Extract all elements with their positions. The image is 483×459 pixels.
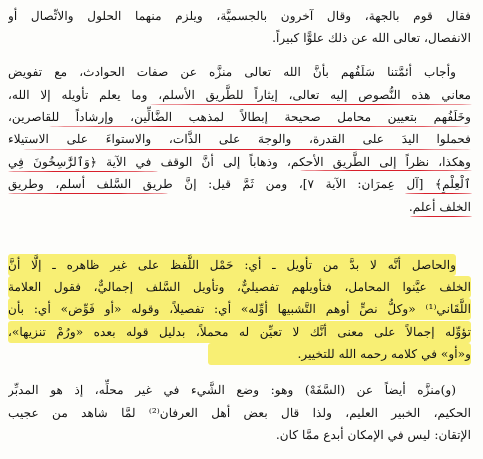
text-line-12: الإتقان: ليس في الإمكان أبدع ممَّا كان. — [275, 428, 471, 442]
red-underline-4 — [300, 170, 472, 171]
red-underline-7 — [405, 193, 472, 194]
highlighted-line-5: و«أو» في كلامه رحمه الله للتخيير. — [208, 343, 471, 365]
red-underline-8 — [410, 216, 472, 217]
highlighted-line-2: الخلف عيَّنوا المحامل، فتأويلهم تفصيليٌّ، وتأويل السَّلف إجماليٌّ، فقول العلامة — [8, 276, 471, 298]
text-line-5: وخَلَفُهم بتعيين محامل صحيحة إبطالاً لمذهب الضَّالِّين، وإرشاداً للقاصرين، — [8, 110, 471, 124]
red-underline-5 — [8, 171, 158, 172]
red-underline-3 — [22, 149, 472, 150]
red-underline-1 — [150, 104, 472, 105]
text-line-7: وهكذا، نظراً إلى الطَّريق الأحكم، وذهاباً إلى أنَّ الوقف في الآية ﴿وَٱلرَّٰسِخُونَ فِي — [8, 155, 471, 169]
text-line-10: (و)منزَّه أيضاً عن (السَّفَهْ) وهو: وضع الشَّيء في غير محلِّه، إذ هو المدبِّر — [8, 383, 456, 397]
highlighted-line-3: اللَّقَاني⁽¹⁾ «وكلُّ نصٍّ أوهم التَّشبيها أوِّله» أي: تفصيلاً، وقوله «أو فَوِّض» أي: بأن — [8, 298, 471, 320]
highlighted-line-1: والحاصل أنَّه لا بدَّ من تأويل ـ أي: حَمْل اللَّفظ على غير ظاهره ـ إلَّا أنَّ — [8, 254, 456, 276]
text-line-1: فقال قوم بالجهة، وقال آخرون بالجسميَّة، ويلزم منهما الحلول والاتِّصال أو — [8, 9, 471, 23]
highlighted-line-4: تؤوِّله إجمالاً على معنى أنَّك لا تعيِّن له محملاً، بدليل قوله بعده «ورُمْ تنزيها»، — [8, 321, 471, 343]
text-line-2: الانفصال، تعالى الله عن ذلك علوًّا كبيراً. — [272, 31, 471, 45]
text-line-9: الخلف أعلم. — [408, 200, 471, 214]
red-underline-2 — [48, 126, 471, 127]
text-line-11: الحكيم، الخبير العليم، ولذا قال بعض أهل العرفان⁽²⁾ لمَّا شاهد من عجيب — [8, 406, 471, 420]
red-underline-6 — [8, 193, 168, 194]
text-line-8: ٱلْعِلْمِ﴾ [آل عِمرَان: الآية ٧]، ومن ثَمَّ قيل: إنَّ طريق السَّلف أسلم، وطريق — [8, 177, 471, 191]
text-line-6: فحملوا اليدَ على القدرة، والوجهَ على الذَّات، والاستواءَ على الاستيلاء — [8, 132, 471, 146]
text-line-3: وأجاب أئمَّتنا سَلَفُهم بأنَّ الله تعالى منزَّه عن صفات الحوادث، مع تفويض — [8, 65, 456, 79]
text-line-4: معاني هذه النُّصوص إليه تعالى، إيثاراً للطَّريق الأسلم، وما يعلم تأويله إلا الله، — [8, 88, 471, 102]
